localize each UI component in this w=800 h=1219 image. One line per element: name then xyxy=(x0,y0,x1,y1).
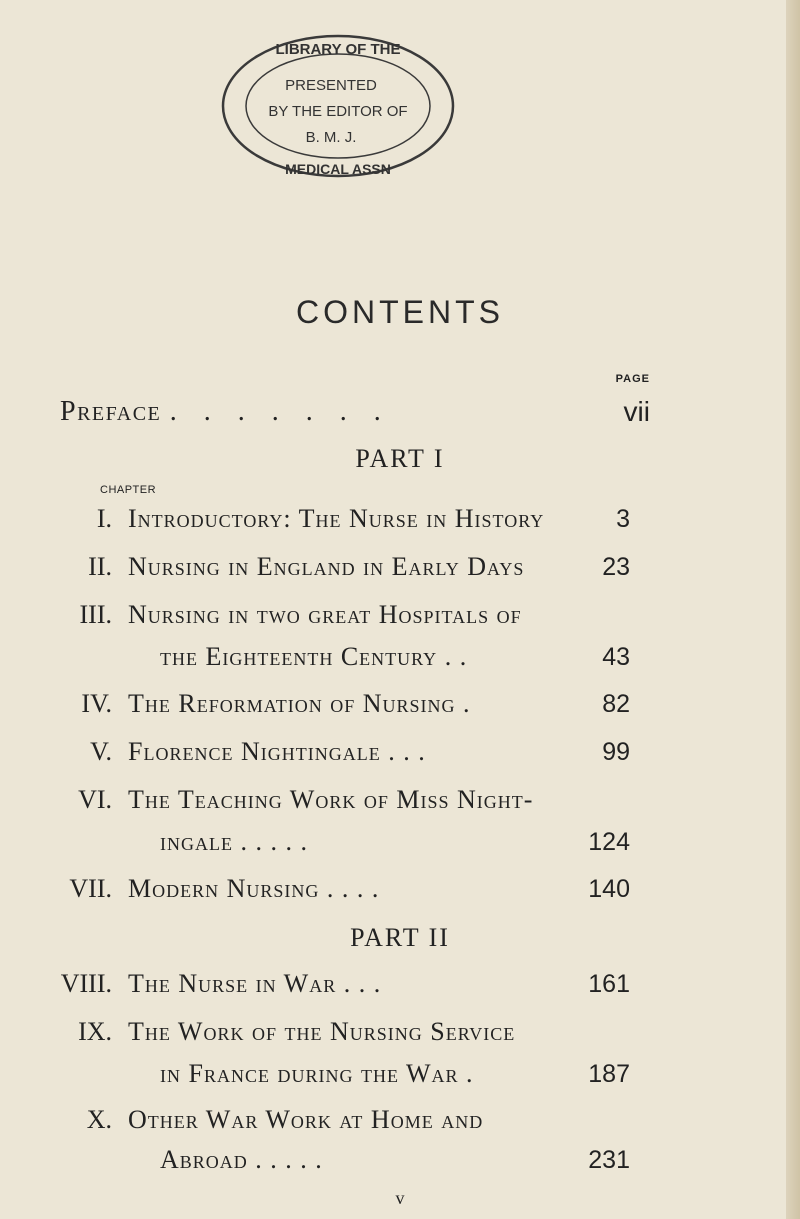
toc-entry xyxy=(0,869,800,909)
stamp-top: LIBRARY OF THE xyxy=(275,41,401,58)
chapter-number: VI. xyxy=(78,785,112,814)
chapter-title-with-dots xyxy=(128,869,379,909)
chapter-page: 82 xyxy=(602,690,630,718)
preface-entry xyxy=(60,392,382,432)
chapter-title: Introductory: The Nurse in History xyxy=(128,504,545,533)
chapter-number: VIII. xyxy=(60,969,112,998)
toc-entry xyxy=(0,1012,800,1052)
stamp-line-2: BY THE EDITOR OF xyxy=(268,103,408,120)
chapter-title-cont xyxy=(160,1054,474,1094)
chapter-title-with-dots xyxy=(128,964,381,1004)
toc-entry xyxy=(0,732,800,772)
chapter-title-cont-text: ingale xyxy=(160,827,233,856)
preface-page: vii xyxy=(623,396,650,427)
chapter-title: The Work of the Nursing Service xyxy=(128,1017,516,1046)
toc-entry-continuation xyxy=(0,1054,800,1094)
chapter-page: 231 xyxy=(588,1146,630,1174)
stamp-line-1: PRESENTED xyxy=(285,77,377,94)
chapter-number: IV. xyxy=(81,689,112,718)
toc-entry xyxy=(0,684,800,724)
stamp-bottom: MEDICAL ASSN xyxy=(285,161,391,177)
chapter-number: III. xyxy=(79,600,112,629)
chapter-number: IX. xyxy=(78,1017,112,1046)
chapter-page: 43 xyxy=(602,643,630,671)
leader-dots: . . xyxy=(437,642,468,671)
chapter-page: 124 xyxy=(588,828,630,856)
chapter-title: The Reformation of Nursing xyxy=(128,689,456,718)
chapter-title: Florence Nightingale xyxy=(128,737,381,766)
part-2-heading: PART II xyxy=(350,923,450,952)
chapter-title-cont-text: the Eighteenth Century xyxy=(160,642,438,671)
chapter-number: I. xyxy=(96,504,112,533)
toc-entry xyxy=(0,499,800,539)
chapter-column-label: CHAPTER xyxy=(100,484,157,496)
toc-entry xyxy=(0,780,800,820)
leader-dots: . . . xyxy=(380,737,426,766)
chapter-number: II. xyxy=(88,552,112,581)
leader-dots: . . . . . xyxy=(247,1145,323,1174)
chapter-title: Other War Work at Home and xyxy=(128,1105,484,1134)
stamp-line-3: B. M. J. xyxy=(305,129,357,146)
chapter-title: The Nurse in War xyxy=(128,969,337,998)
chapter-title-with-dots xyxy=(128,732,426,772)
toc-entry-continuation xyxy=(0,822,800,862)
chapter-page: 140 xyxy=(588,875,630,903)
chapter-title-with-dots xyxy=(128,684,471,724)
chapter-page: 99 xyxy=(602,738,630,766)
toc-entry-continuation xyxy=(0,1140,800,1180)
chapter-title: Nursing in England in Early Days xyxy=(128,552,525,581)
toc-entry xyxy=(0,595,800,635)
toc-entry xyxy=(0,1100,800,1140)
chapter-number: VII. xyxy=(69,874,112,903)
chapter-page: 3 xyxy=(616,505,630,533)
leader-dots: . xyxy=(455,689,471,718)
chapter-page: 23 xyxy=(602,553,630,581)
chapter-title: The Teaching Work of Miss Night- xyxy=(128,785,534,814)
toc-entry xyxy=(0,964,800,1004)
chapter-title-cont xyxy=(160,1140,323,1180)
chapter-page: 187 xyxy=(588,1060,630,1088)
leader-dots: . . . xyxy=(336,969,382,998)
chapter-title-cont-text: Abroad xyxy=(160,1145,248,1174)
toc-entry-continuation xyxy=(0,637,800,677)
library-stamp xyxy=(213,28,463,188)
preface-title: Preface xyxy=(60,396,162,427)
leader-dots: . . . . xyxy=(319,874,380,903)
chapter-number: X. xyxy=(86,1105,112,1134)
chapter-title-cont xyxy=(160,637,467,677)
chapter-number: V. xyxy=(90,737,112,766)
page-number: v xyxy=(395,1188,405,1208)
toc-entry xyxy=(0,547,800,587)
chapter-title: Modern Nursing xyxy=(128,874,320,903)
chapter-title-cont-text: in France during the War xyxy=(160,1059,459,1088)
chapter-title: Nursing in two great Hospitals of xyxy=(128,600,522,629)
chapter-title-cont xyxy=(160,822,308,862)
preface-dots: . . . . . . . xyxy=(161,396,383,427)
leader-dots: . . . . . xyxy=(232,827,308,856)
page-title: CONTENTS xyxy=(296,294,504,330)
chapter-page: 161 xyxy=(588,970,630,998)
leader-dots: . xyxy=(458,1059,474,1088)
part-1-heading: PART I xyxy=(355,444,445,473)
page-column-label: PAGE xyxy=(615,373,650,385)
